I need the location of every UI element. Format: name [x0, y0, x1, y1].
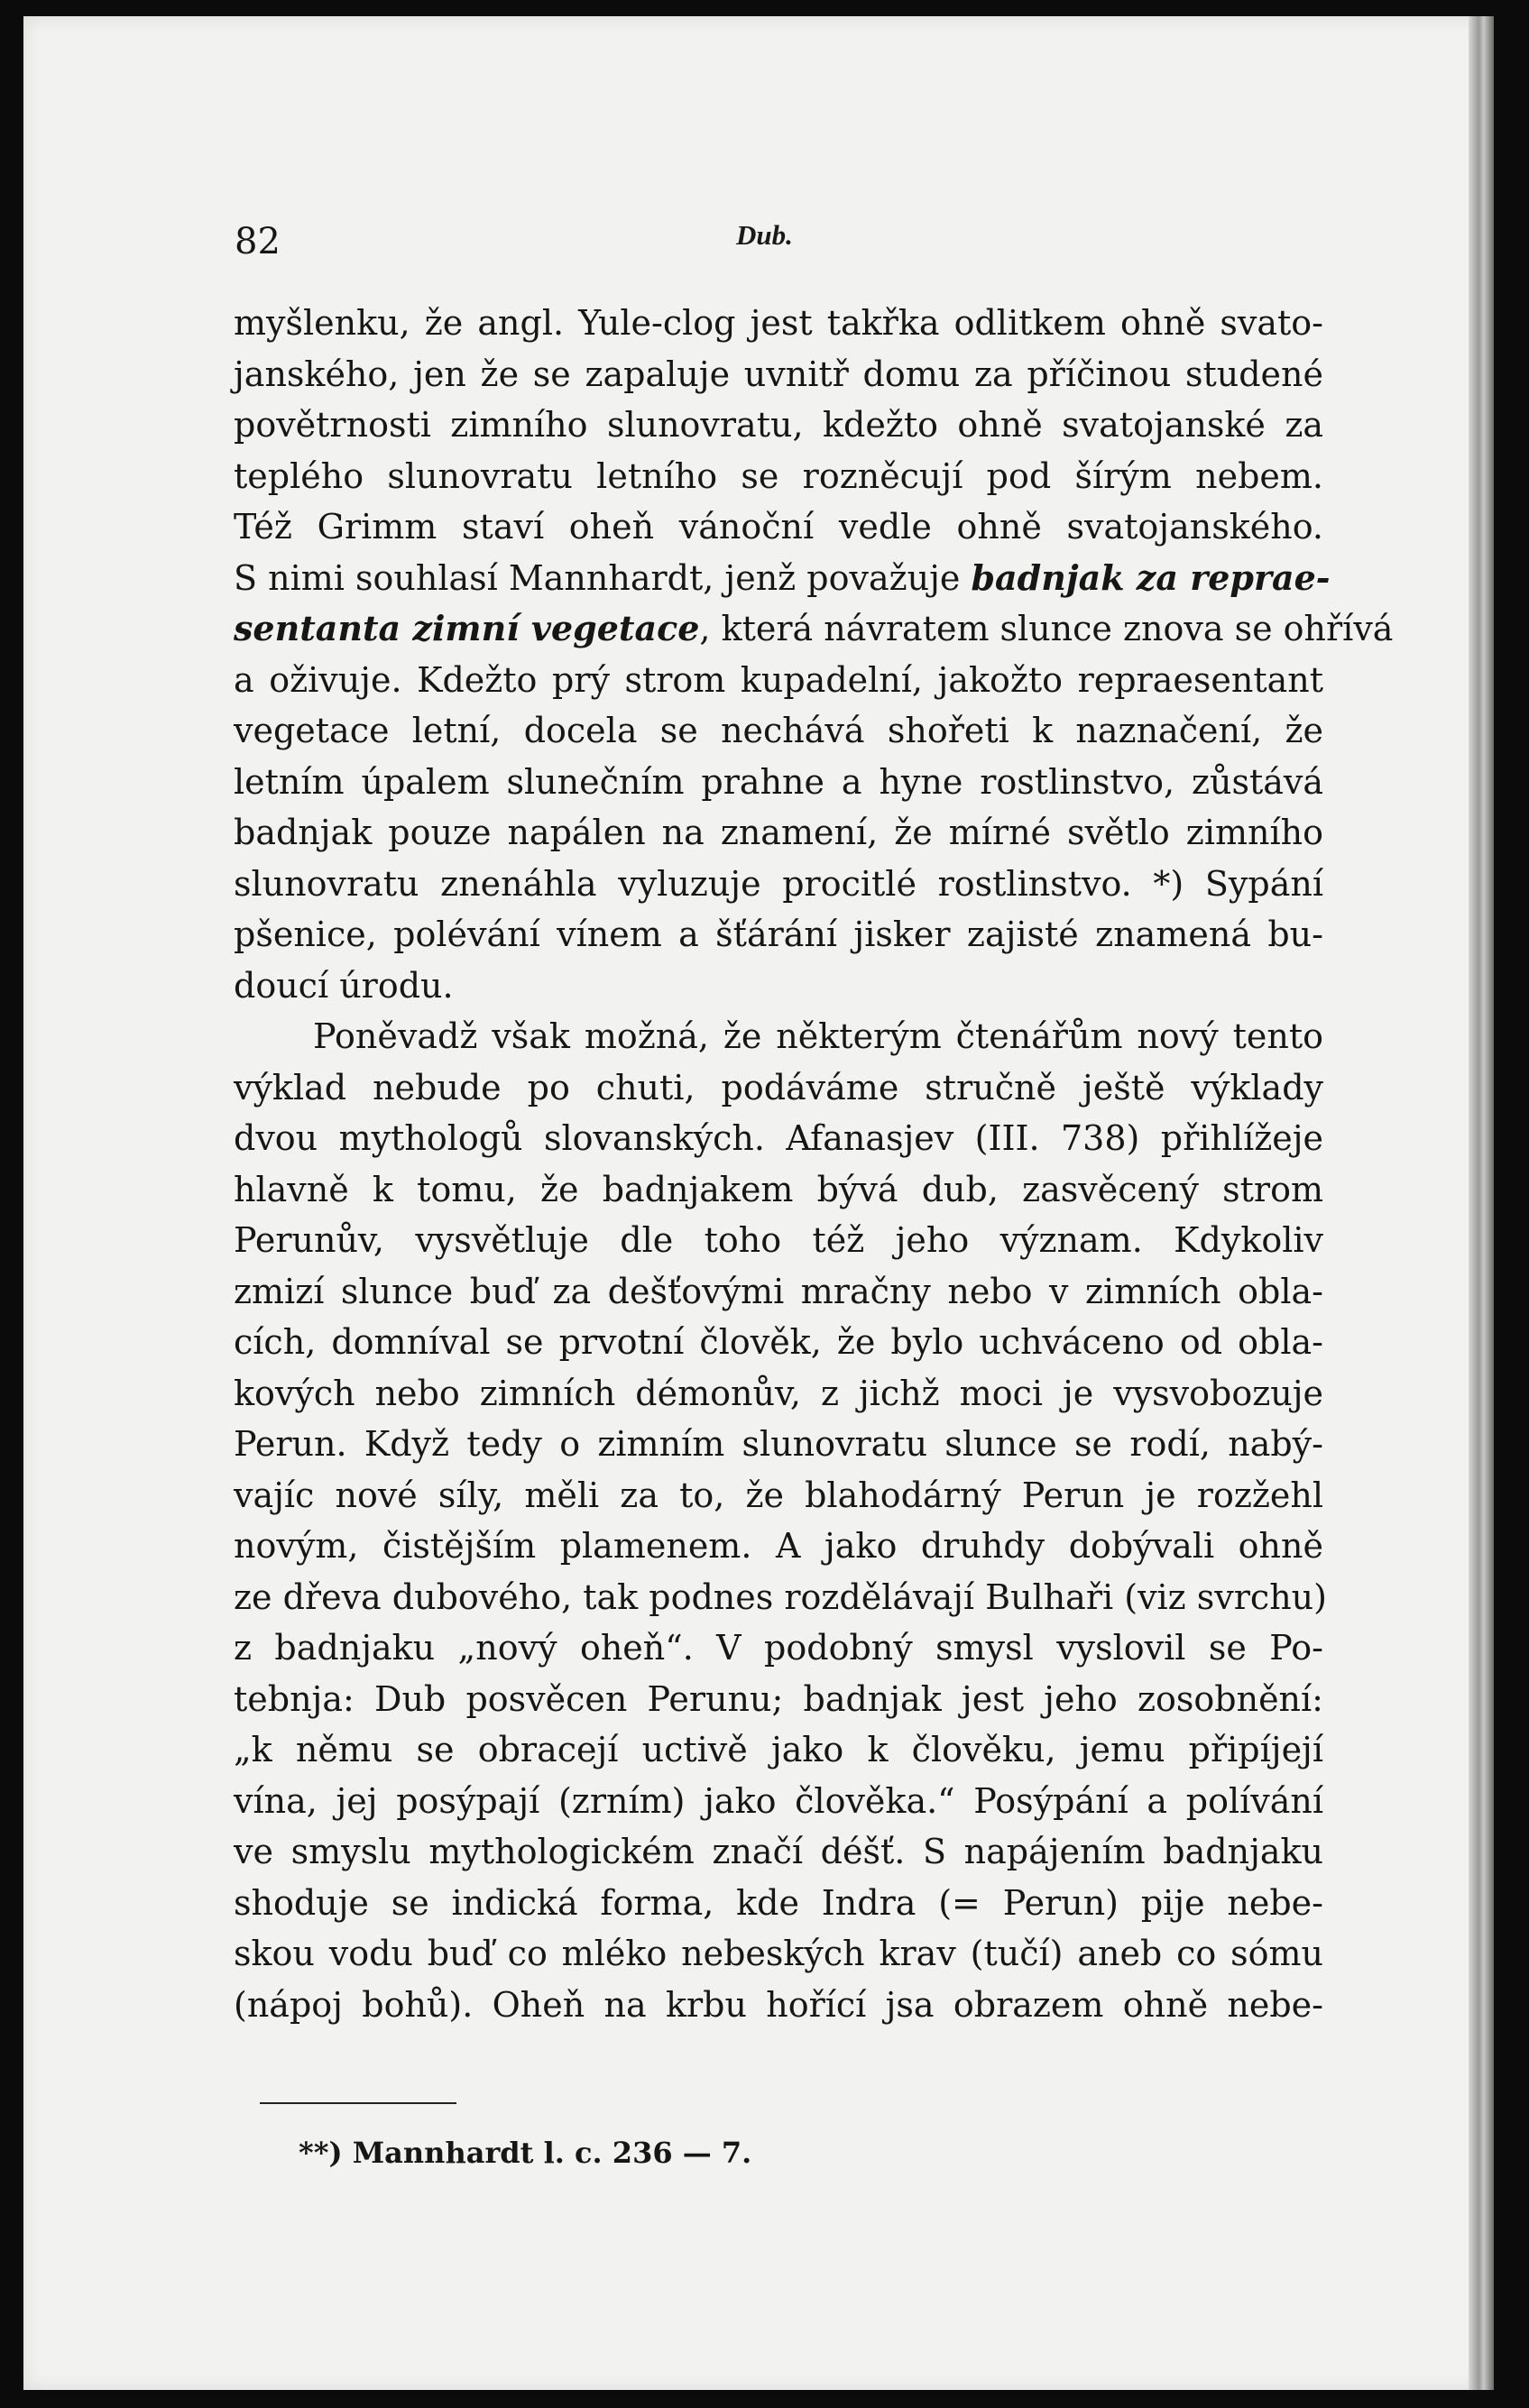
page-number: 82 [235, 221, 281, 262]
italic-term: badnjak za reprae- [971, 556, 1331, 598]
text-line: shoduje se indická forma, kde Indra (= Perun) pije nebe- [234, 1882, 1323, 1923]
text-line: Poněvadž však možná, že některým čtenářům nový tento [313, 1016, 1323, 1056]
italic-term: sentanta zimní vegetace [234, 608, 700, 648]
text-line [234, 603, 1394, 655]
text-segment: , která návratem slunce znova se ohřívá [699, 609, 1394, 648]
text-line: doucí úrodu. [234, 965, 454, 1006]
text-line: cích, domníval se prvotní člověk, že bylo uchváceno od obla- [234, 1322, 1323, 1362]
text-line: vína, jej posýpají (zrním) jako člověka.“ Posýpání a polívání [234, 1780, 1323, 1821]
text-line: skou vodu buď co mléko nebeských krav (tučí) aneb co sómu [234, 1934, 1323, 1973]
text-line: ze dřeva dubového, tak podnes rozdělávají Bulhaři (viz svrchu) [234, 1576, 1327, 1617]
text-line: novým, čistějším plamenem. A jako druhdy dobývali ohně [234, 1526, 1323, 1566]
text-line: pšenice, polévání vínem a šťárání jisker zajisté znamená bu- [234, 914, 1323, 954]
text-line: ve smyslu mythologickém značí déšť. S napájením badnjaku [234, 1832, 1323, 1871]
body-text [234, 298, 1394, 2030]
text-line: „k němu se obracejí uctivě jako k člověku, jemu připíjejí [234, 1730, 1323, 1769]
text-line: teplého slunovratu letního se rozněcují pod šírým nebem. [234, 455, 1323, 496]
text-line: janského, jen že se zapaluje uvnitř domu za příčinou studené [234, 354, 1323, 394]
text-line: a oživuje. Kdežto prý strom kupadelní, jakožto repraesentant [234, 659, 1323, 700]
text-line: vajíc nové síly, měli za to, že blahodárný Perun je rozžehl [234, 1475, 1323, 1515]
text-line: kových nebo zimních démonův, z jichž moci je vysvobozuje [234, 1373, 1323, 1413]
book-page [23, 16, 1487, 2390]
text-line: výklad nebude po chuti, podáváme stručně ještě výklady [234, 1067, 1323, 1107]
text-line: vegetace letní, docela se nechává shořeti k naznačení, že [234, 711, 1323, 750]
text-line: z badnjaku „nový oheň“. V podobný smysl vyslovil se Po- [234, 1628, 1323, 1668]
text-line: tebnja: Dub posvěcen Perunu; badnjak jest jeho zosobnění: [234, 1678, 1323, 1719]
page-edge [1469, 16, 1494, 2390]
running-head: Dub. [736, 219, 793, 251]
text-line: Perunův, vysvětluje dle toho též jeho význam. Kdykoliv [234, 1220, 1323, 1260]
text-line: Perun. Když tedy o zimním slunovratu slunce se rodí, nabý- [234, 1424, 1323, 1464]
text-line: badnjak pouze napálen na znamení, že mírné světlo zimního [234, 813, 1323, 852]
text-line: (nápoj bohů). Oheň na krbu hořící jsa obrazem ohně nebe- [234, 1984, 1323, 2025]
text-line: slunovratu znenáhla vyluzuje procitlé rostlinstvo. *) Sypání [234, 863, 1323, 904]
footnote-divider [260, 2102, 456, 2104]
text-line: myšlenku, že angl. Yule-clog jest takřka odlitkem ohně svato- [234, 303, 1323, 343]
text-line [234, 553, 1331, 604]
footnote: **) Mannhardt l. c. 236 — 7. [299, 2136, 752, 2170]
text-line: hlavně k tomu, že badnjakem bývá dub, zasvěcený strom [234, 1169, 1323, 1209]
text-segment: S nimi souhlasí Mannhardt, jenž považuje [234, 557, 972, 598]
text-line: povětrnosti zimního slunovratu, kdežto ohně svatojanské za [234, 405, 1323, 445]
text-line: letním úpalem slunečním prahne a hyne rostlinstvo, zůstává [234, 761, 1323, 802]
page-header [23, 210, 1487, 273]
text-line: dvou mythologů slovanských. Afanasjev (III. 738) přihlížeje [234, 1118, 1323, 1158]
text-line: zmizí slunce buď za dešťovými mračny nebo v zimních obla- [234, 1271, 1323, 1311]
text-line: Též Grimm staví oheň vánoční vedle ohně svatojanského. [234, 507, 1323, 547]
